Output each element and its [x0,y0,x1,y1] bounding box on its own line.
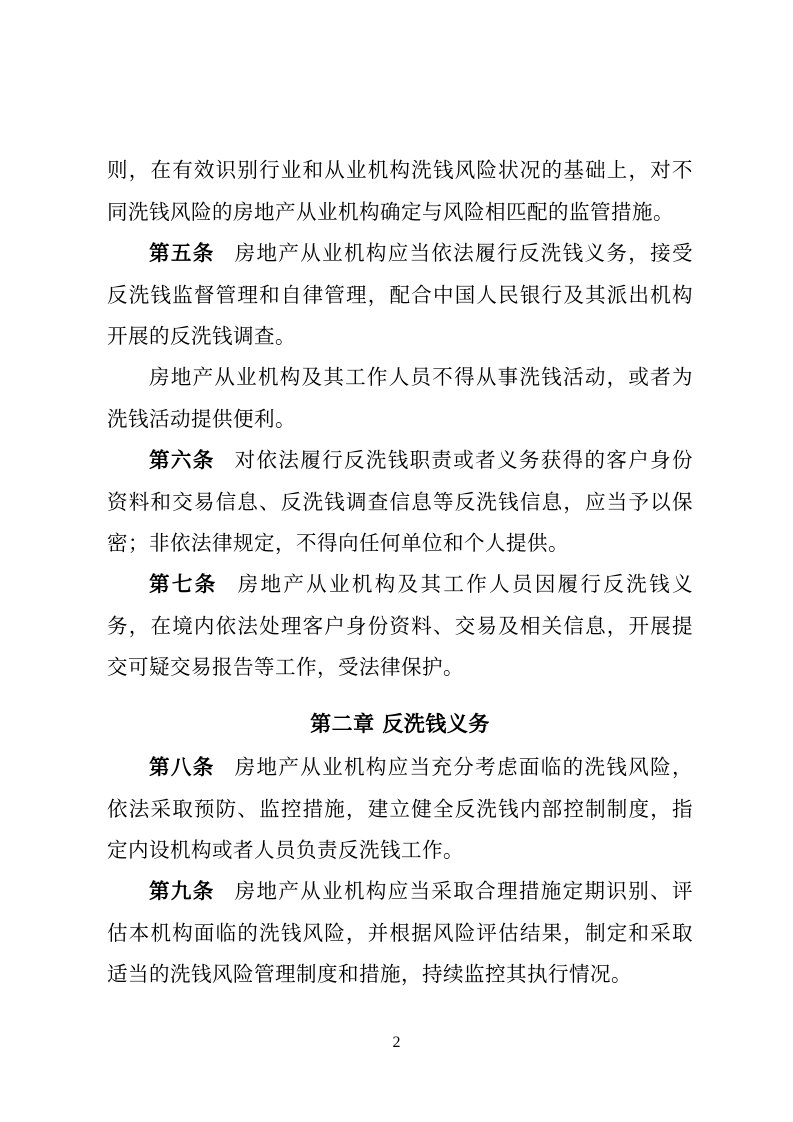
article-label: 第五条 [149,241,215,265]
paragraph-text: 房地产从业机构应当依法履行反洗钱义务，接受反洗钱监督管理和自律管理，配合中国人民银行及其派出机构开展的反洗钱调查。 [107,241,693,348]
paragraph-article-5-p2 [107,357,693,440]
paragraph-article-9 [107,871,693,996]
article-label: 第七条 [149,572,218,596]
paragraph-text: 房地产从业机构及其工作人员不得从事洗钱活动，或者为洗钱活动提供便利。 [107,365,693,431]
paragraph-article-6 [107,440,693,565]
paragraph-article-7 [107,564,693,689]
page-number: 2 [392,1034,401,1051]
paragraph-text: 对依法履行反洗钱职责或者义务获得的客户身份资料和交易信息、反洗钱调查信息等反洗钱信息，应当予以保密；非依法律规定，不得向任何单位和个人提供。 [107,448,693,555]
paragraph-continuation [107,150,693,233]
paragraph-text: 房地产从业机构应当采取合理措施定期识别、评估本机构面临的洗钱风险，并根据风险评估结果，制定和采取适当的洗钱风险管理制度和措施，持续监控其执行情况。 [107,879,693,986]
chapter-title: 第二章 反洗钱义务 [310,711,490,736]
article-label: 第六条 [149,448,215,472]
paragraph-article-8 [107,747,693,872]
article-label: 第九条 [149,879,215,903]
paragraph-text: 则，在有效识别行业和从业机构洗钱风险状况的基础上，对不同洗钱风险的房地产从业机构确定与风险相匹配的监管措施。 [107,158,693,224]
paragraph-text: 房地产从业机构应当充分考虑面临的洗钱风险，依法采取预防、监控措施，建立健全反洗钱内部控制制度，指定内设机构或者人员负责反洗钱工作。 [107,755,693,862]
article-label: 第八条 [149,755,215,779]
paragraph-article-5 [107,233,693,358]
paragraph-text: 房地产从业机构及其工作人员因履行反洗钱义务，在境内依法处理客户身份资料、交易及相关信息，开展提交可疑交易报告等工作，受法律保护。 [107,572,694,679]
